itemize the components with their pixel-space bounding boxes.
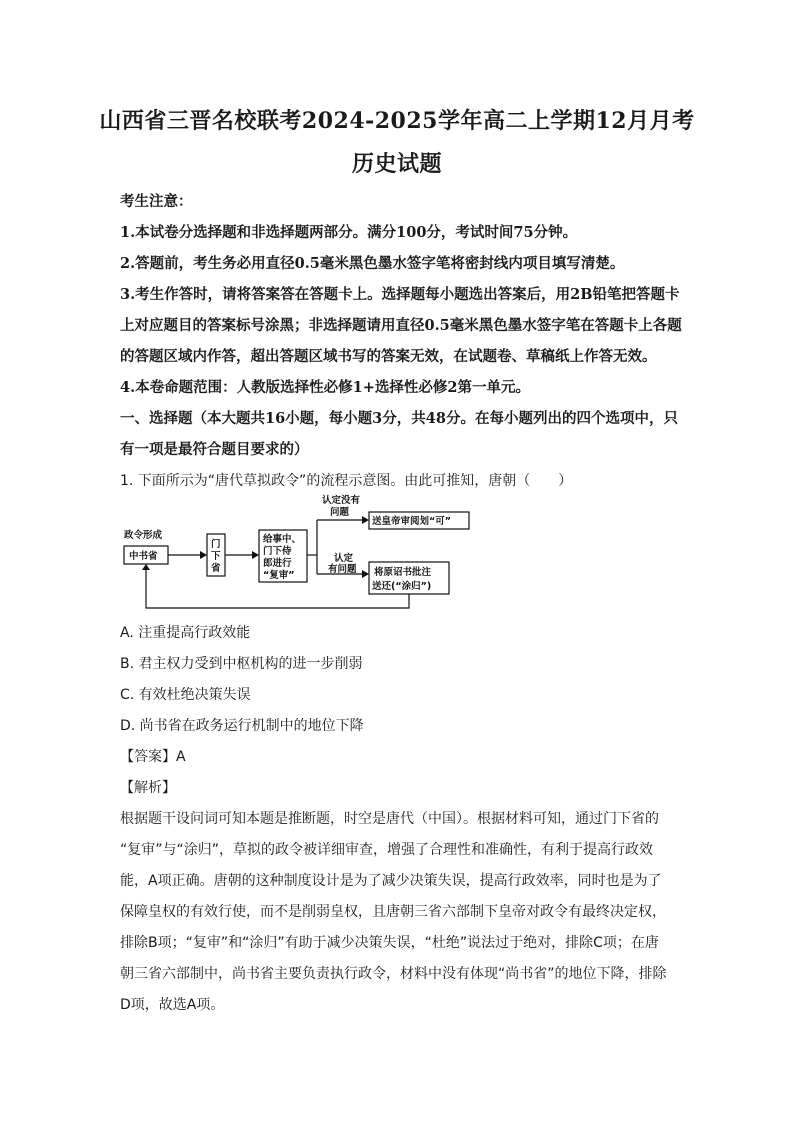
- analysis-line: 能，A项正确。唐朝的这种制度设计是为了减少决策失误，提高行政效率，同时也是为了: [120, 873, 662, 889]
- note-3-line-3: 的答题区域内作答，超出答题区域书写的答案无效，在试题卷、草稿纸上作答无效。: [120, 348, 657, 365]
- option-b: B. 君主权力受到中枢机构的进一步削弱: [120, 656, 363, 672]
- box-menxia-text-1: 门: [211, 539, 221, 550]
- flow-diagram: [118, 494, 478, 614]
- page-subtitle: 历史试题: [351, 151, 442, 177]
- option-d: D. 尚书省在政务运行机制中的地位下降: [120, 718, 364, 734]
- note-2: 2.答题前，考生务必用直径0.5毫米黑色墨水签字笔将密封线内项目填写清楚。: [120, 255, 625, 272]
- answer: 【答案】A: [120, 749, 186, 765]
- box-review-text-4: “复审”: [263, 570, 295, 581]
- option-a: A. 注重提高行政效能: [120, 625, 251, 641]
- analysis-line: 根据题干设问词可知本题是推断题，时空是唐代（中国）。根据材料可知，通过门下省的: [120, 811, 659, 827]
- analysis-line: 保障皇权的有效行使，而不是削弱皇权，且唐朝三省六部制下皇帝对政令有最终决定权，: [120, 904, 666, 920]
- analysis-line: 排除B项；“复审”和“涂归”有助于减少决策失误，“杜绝”说法过于绝对，排除C项；在唐: [120, 935, 659, 951]
- box-bad-text-2: 送还(“涂归”): [372, 581, 432, 592]
- note-3-line-2: 上对应题目的答案标号涂黑；非选择题请用直径0.5毫米黑色墨水签字笔在答题卡上各题: [120, 317, 682, 334]
- box-menxia-text-2: 下: [211, 551, 221, 562]
- arrowhead-ok: [362, 516, 369, 524]
- box-review-text-1: 给事中、: [263, 534, 302, 545]
- analysis-line: D项，故选A项。: [120, 997, 225, 1013]
- box-bad-text-1: 将原诏书批注: [374, 567, 432, 578]
- box-review-text-2: 门下侍: [263, 546, 292, 557]
- label-policy-formed: 政令形成: [124, 530, 163, 541]
- box-menxia-text-3: 省: [211, 563, 221, 574]
- section-heading-line-2: 有一项是最符合题目要求的）: [120, 441, 309, 458]
- page-title: 山西省三晋名校联考2024-2025学年高二上学期12月月考: [99, 108, 695, 134]
- analysis-heading: 【解析】: [120, 780, 176, 796]
- note-4: 4.本卷命题范围：人教版选择性必修1+选择性必修2第一单元。: [120, 379, 530, 396]
- arrowhead-bad: [362, 570, 369, 578]
- label-bad-1: 认定: [334, 553, 354, 564]
- analysis-line: “复审”与“涂归”，草拟的政令被详细审查，增强了合理性和准确性，有利于提高行政效: [120, 842, 654, 858]
- label-bad-2: 有问题: [328, 564, 357, 575]
- label-ok-2: 问题: [330, 507, 350, 518]
- box-ok-text: 送皇帝审阅划“可”: [372, 516, 451, 527]
- note-3-line-1: 3.考生作答时，请将答案答在答题卡上。选择题每小题选出答案后，用2B铅笔把答题卡: [120, 286, 680, 303]
- analysis-line: 朝三省六部制中，尚书省主要负责执行政令，材料中没有体现“尚书省”的地位下降，排除: [120, 966, 667, 982]
- box-review-text-3: 郎进行: [263, 558, 292, 569]
- note-1: 1.本试卷分选择题和非选择题两部分。满分100分，考试时间75分钟。: [120, 224, 578, 241]
- arrowhead-return: [142, 564, 150, 570]
- arrowhead-2: [252, 551, 259, 559]
- box-zhongshu-text: 中书省: [129, 551, 158, 562]
- question-1-stem: 1. 下面所示为“唐代草拟政令”的流程示意图。由此可推知，唐朝（ ）: [120, 473, 573, 489]
- label-ok-1: 认定没有: [322, 495, 361, 506]
- section-heading-line-1: 一、选择题（本大题共16小题，每小题3分，共48分。在每小题列出的四个选项中，只: [120, 410, 678, 427]
- notes-heading: 考生注意：: [120, 193, 193, 210]
- arrowhead-1: [200, 551, 207, 559]
- option-c: C. 有效杜绝决策失误: [120, 687, 251, 703]
